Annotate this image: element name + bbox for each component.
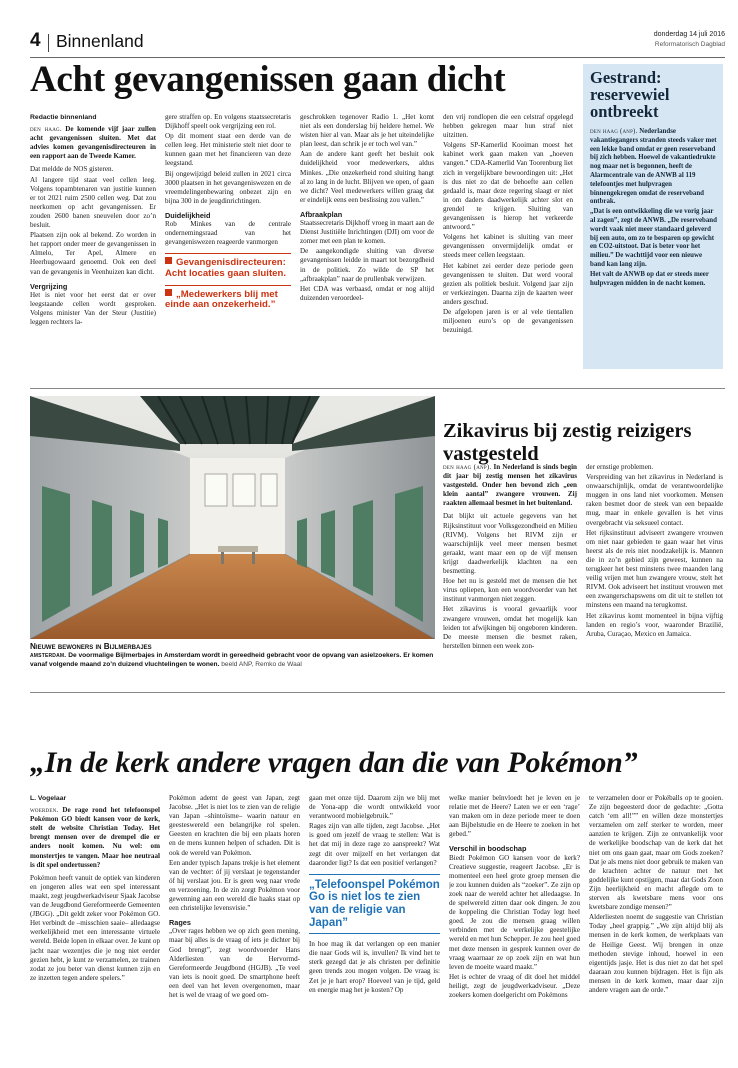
article2-paragraph: der ernstige problemen. — [586, 463, 654, 471]
article1-paragraph: Het kabinet zei eerder deze periode geen gevangenissen te sluiten. Dat werd vooral gezien als politiek besluit. Volgend jaar zijn er verkiezingen. Daarna zijn de kaarten weer anders geschud. — [443, 261, 573, 306]
article1-paragraph: De afgelopen jaren is er al vele tientallen miljoenen euro’s op de gevangenissen bezuinigd. — [443, 307, 573, 335]
article1-pullquote-2: „Medewerkers blij met einde aan onzekerheid.” — [165, 285, 291, 311]
sidebox-paragraph: Het valt de ANWB op dat er steeds meer hulpvragen midden in de nacht komen. — [590, 270, 709, 287]
sidebox-text — [590, 128, 718, 366]
article1-paragraph: Het is niet voor het eerst dat er over leegstaande cellen wordt gesproken. Volgens minister Van der Steur (Justitie) leggen rechters la- — [30, 290, 156, 326]
bullet-square-icon — [165, 289, 172, 296]
article2-paragraph: Het zikavirus is vooral gevaarlijk voor zwangere vrouwen, omdat het mogelijk kan leiden tot afwijkingen bij ongeboren kinderen. De meeste mensen die besmet raken, herstellen binnen een week zon- — [443, 605, 577, 650]
article2-column-1 — [443, 463, 577, 685]
article3-pullquote: „Telefoonspel Pokémon Go is niet los te zien van de religie van Japan” — [309, 874, 440, 934]
article3-subheading: Verschil in boodschap — [449, 844, 527, 854]
article1-dateline: den haag. — [30, 125, 62, 134]
prison-corridor-image — [30, 396, 435, 639]
article3-lead — [30, 806, 160, 870]
article3-column-4 — [449, 794, 580, 1062]
article1-paragraph: Volgens het kabinet is sluiting van meer gevangenissen onvermijdelijk omdat er steeds meer cellen leegstaan. — [443, 233, 573, 260]
article2-paragraph: Verspreiding van het zikavirus in Nederland is onwaarschijnlijk, omdat de verantwoordelijke muggen in ons land niet voorkomen. Mensen raken besmet door de steek van een bepaalde mug, maar in enkele gevallen is het virus overgebracht via seksueel contact. — [586, 473, 723, 527]
article1-column-4 — [443, 113, 573, 380]
article3-column-2 — [169, 794, 300, 1062]
article1-paragraph: Plaatsen zijn ook al bekend. Zo worden in het rapport onder meer de gevangenissen in Almelo, Ter Apel, Almere en Heerhugowaard genoemd. Ook een deel van de gevangenis in Veenhuizen kan dicht. — [30, 231, 156, 276]
article1-column-1 — [30, 113, 156, 380]
article2-paragraph: Het rijksinstituut adviseert zwangere vrouwen om niet naar gebieden te gaan waar het virus heerst als de reis niet noodzakelijk is. Mannen die in zo’n gebied zijn geweest, kunnen na terugkeer het best minstens twee maanden lang veilig vrijen met hun zwangere vrouw, stelt het RIVM. Ook adviseert het instituut vrouwen met een zwangerschapswens om dit uit te stellen tot minstens een maand na terugkomst. — [586, 528, 723, 610]
photo-caption-title: Nieuwe bewoners in Bijlmerbajes — [30, 642, 152, 651]
article3-column-5 — [589, 794, 723, 1062]
article2-dateline: den haag (anp). — [443, 463, 492, 471]
article3-paragraph: „Over rages hebben we op zich geen mening, maar bij alles is de vraag of iets je dichter bij God brengt”, zegt woordvoerder Hans Alderliesten van de Hervormd-Gereformeerde Jeugdbond (HGJB). „Te veel van iets is nooit goed. De smartphone heeft een deel van het leven overgenomen, maar het is wel de vraag of we goed om- — [169, 927, 300, 999]
section-title: Binnenland — [56, 31, 144, 51]
masthead-divider — [48, 34, 49, 52]
article1-byline: Redactie binnenland — [30, 114, 97, 121]
article2-paragraph: Hoe het nu is gesteld met de mensen die het virus opliepen, kon een woordvoerder van het instituut vanmorgen niet zeggen. — [443, 577, 577, 604]
masthead-rule — [30, 57, 725, 58]
article1-column-3 — [300, 113, 434, 380]
article3-paragraph: Een ander typisch Japans trekje is het element van de vechter: óf jij verslaat je tegenstander óf hij verslaat jou. Er is geen weg naar vrede en verzoening. In de zin zorgt Pokémon voor gewenning aan een wereld die haaks staat op een christelijke levensvisie.” — [169, 858, 300, 913]
article1-subheading: Vergrijzing — [30, 281, 68, 291]
article1-paragraph: den vrij rondlopen die een celstraf opgelegd hebben gekregen maar hun straf niet uitzitten. — [443, 113, 573, 140]
article1-title: Acht gevangenissen gaan dicht — [30, 59, 506, 100]
article1-paragraph: Rob Minkes van de centrale ondernemingsraad van het gevangeniswezen reageerde vanmorgen — [165, 220, 291, 247]
sidebox-dateline: den haag (anp). — [590, 128, 638, 135]
article2-column-2 — [586, 463, 723, 685]
issue-date: donderdag 14 juli 2016 — [653, 31, 725, 38]
article2-lead — [443, 463, 577, 508]
article1-paragraph: Staatssecretaris Dijkhoff vroeg in maart aan de Dienst Justitiële Inrichtingen (DJI) om voor de zomer met een plan te komen. — [300, 219, 434, 246]
sidebox-paragraph: „Dat is een ontwikkeling die we vorig jaar al zagen”, zegt de ANWB. „De reserveband wordt vaak niet meer standaard geleverd bij een auto, om zo te besparen op gewicht en CO2-uitstoot. Dat is beter voor het milieu.” De wachttijd voor een nieuwe band kan lang zijn. — [590, 208, 717, 268]
sidebox-paragraph: Nederlandse vakantiegangers stranden steeds vaker met een lekke band omdat er geen reserveband bij zich hebben. Hoewel de vakantiedrukte nog maar net is begonnen, heeft de Alarmcentrale van de ANWB al 119 telefoontjes met hulpvragen binnengekregen omdat de reserveband ontbrak. — [590, 128, 717, 206]
article1-subheading: Duidelijkheid — [165, 210, 211, 220]
bullet-square-icon — [165, 257, 172, 264]
article1-lead-text: De komende vijf jaar zullen acht gevangenissen sluiten. Met dat advies komen gevangenisdirecteuren in een rapport aan de Tweede Kamer. — [30, 125, 156, 161]
article1-subheading: Afbraakplan — [300, 209, 343, 219]
article1-paragraph: geschrokken tegenover Radio 1. „Het komt niet als een donderslag bij heldere hemel. We wisten hier al van. Maar als je het uiteindelijke plan leest, dan schrik je er toch wel van.” — [300, 113, 434, 149]
article3-lead-text: De rage rond het telefoonspel Pokémon GO biedt kansen voor de kerk, stelt de website Christian Today. Het brengt mensen over de drempel die er anders nooit komen. Nu wel: om monstertjes te vangen. Maar hoe neutraal is dit spel ondertussen? — [30, 806, 160, 869]
article1-column-2 — [165, 113, 291, 380]
article1-lead — [30, 125, 156, 161]
article2-paragraph: Het zikavirus komt momenteel in bijna vijftig landen en regio’s voor, waaronder Brazilië, Aruba, Curaçao, Mexico en Jamaica. — [586, 611, 723, 638]
article3-paragraph: Rages zijn van alle tijden, zegt Jacobse. „Het is goed om jezelf de vraag te stellen: Wat is het dat mij in deze rage zo aanspreekt? Wat zegt dit over mijzelf en het verlangen dat daaronder ligt? Is dat een positief verlangen? — [309, 822, 440, 867]
article1-paragraph: Op dit moment staat een derde van de cellen leeg. Het ministerie stelt niet door te kunnen gaan met het financieren van deze leegstand. — [165, 132, 291, 168]
photo-caption-dateline: amsterdam. — [30, 652, 67, 659]
article1-paragraph: Bij ongewijzigd beleid zullen in 2021 circa 3000 plaatsen in het gevangeniswezen en de vreemdelingenbewaring onbezet zijn en bijna 300 in de jeugdinrichtingen. — [165, 169, 291, 205]
article1-pullquote-1: Gevangenisdirecteuren: Acht locaties gaan sluiten. — [165, 253, 291, 279]
article3-paragraph: In hoe mag ik dat verlangen op een manier die naar Gods wil is, invullen? Ik vind het te sterk gezegd dat je als christen per definitie geen trends zou mogen volgen. De vraag is: Zet je je hart erop? Hoeveel van je tijd, geld en energie mag het je kosten? Op — [309, 940, 440, 994]
article3-paragraph: gaan met onze tijd. Daarom zijn we blij met de Yona-app die wordt ontwikkeld voor verantwoord mobielgebruik.” — [309, 794, 440, 821]
article3-paragraph: te verzamelen door er Pokéballs op te gooien. Ze zijn begeesterd door de gedachte: „Gotta catch ‘em all!”” en willen deze monstertjes verzamelen om zelf sterker te worden, meer aanzien te krijgen. Zijn ze ontvankelijk voor de werkelijke boodschap van de kerk dat het niet om ons gaan gaat, maar om Gods zoeken? Dat je als mens niet door gebruik te maken van de krachten achter de natuur met het goddelijke kunt opstijgen, maar dat Gods Zoon Zijn heerlijkheid en macht aflegde om te sterven als kwetsbare mens voor ons kwetsbare zondige mensen?” — [589, 794, 723, 912]
photo-caption-body — [30, 652, 435, 669]
photo-credit: beeld ANP, Remko de Waal — [221, 660, 302, 668]
article1-paragraph: De aangekondigde sluiting van diverse gevangenissen leidde in maart tot bezorgdheid in de politiek. Zo wilde de SP het „afbraakplan” naar de prullenbak verwijzen. — [300, 247, 434, 283]
article3-paragraph: Alderliesten noemt de suggestie van Christian Today „heel grappig.” „We zijn altijd blij als mensen in de kerk komen, de werkplaats van de Heilige Geest. Wij brengen in onze methoden stevige inhoud, hoewel in een eigentijds jasje. Het is dus niet zo dat het spel daaraan zou kunnen bijdragen. Het is fijn als mensen in de kerk komen, maar daar zijn andere vragen aan de orde.” — [589, 913, 723, 994]
sidebox — [583, 64, 723, 369]
masthead — [30, 30, 725, 58]
article3-paragraph: Biedt Pokémon GO kansen voor de kerk? Creatieve suggestie, reageert Jacobse. „Er is momenteel een heel grote groep mensen die je zou kunnen duiden als “zoeker”. Ze zijn op zoek naar de wereld achter het alledaagse. In de spelwereld zitten daar ook dingen. Je zou de koppeling die Christian Today legt heel goed. Je zou die mensen graag willen verbinden met de werkelijke geestelijke wereld en met hun Schepper. Je zou heel goed met deze mensen in gesprek kunnen over de vraag waarnaar ze op zoek zijn en wat hun leven de moeite waard maakt.” — [449, 853, 580, 971]
section-rule — [30, 692, 725, 693]
article3-paragraph: welke manier beïnvloedt het je leven en je relatie met de Heere? Laten we er een ‘rage’ van maken om in deze periode meer te doen aan Bijbelstudie en de Heere te zoeken in het gebed.” — [449, 794, 580, 839]
article1-paragraph: Dat meldde de NOS gisteren. — [30, 165, 114, 174]
article1-paragraph: Al langere tijd staat veel cellen leeg. Volgens topambtenaren van justitie kunnen er tot 2021 ruim 2500 cellen weg. Dat zou neerkomen op acht gevangenissen. Er zouden 2600 banen sneuvelen door zo’n besluit. — [30, 175, 156, 230]
photo-caption — [30, 642, 435, 669]
article3-dateline: woerden. — [30, 806, 59, 815]
article1-paragraph: Volgens SP-Kamerlid Kooiman moest het kabinet werk gaan maken van „hoeven vangen.” CDA-Kamerlid Van Toorenburg liet zich in vergelijkbare bewoordingen uit: „Het is dus niet zo dat de behoefte aan cellen gedaald is, maar deze regering slaagt er niet in om daders daadwerkelijk achter slot en grendel te krijgen. Sluiting van gevangenissen is hierop het verkeerde antwoord.” — [443, 141, 573, 232]
article1-paragraph: gere straffen op. En volgens staatssecretaris Dijkhoff speelt ook vergrijzing een rol. — [165, 113, 291, 131]
article3-paragraph: Pokémon ademt de geest van Japan, zegt Jacobse. „Het is niet los te zien van de religie van Japan –shintoïsme– waarin natuur en geesteswereld een belangrijke rol spelen. Geesten en krachten die bij een plaats horen en de mens kunnen helpen of schaden. Dit is ook de wereld van Pokémon. — [169, 794, 300, 857]
article3-paragraph: Het is echter de vraag of dit doel het middel heiligt, zegt de jeugdwerkadviseur. „Deze zoekers komen doelgericht om Pokémons — [449, 972, 580, 999]
article2-title: Zikavirus bij zestig reizigers vastgesteld — [443, 420, 692, 465]
article2-paragraph: Dat blijkt uit actuele gegevens van het Rijksinstituut voor Volksgezondheid en Milieu (RIVM). Volgens het RIVM zijn er waarschijnlijk veel meer mensen besmet geraakt, want maar een op de vijf mensen krijgt daadwerkelijk klachten na een besmetting. — [443, 512, 577, 576]
prison-photo — [30, 396, 435, 639]
article3-byline: L. Vogelaar — [30, 795, 67, 802]
article3-column-3 — [309, 794, 440, 1062]
paper-name: Reformatorisch Dagblad — [654, 41, 725, 48]
article3-paragraph: Pokémon heeft vanuit de optiek van kinderen en jongeren alles wat een spel interessant maakt, zegt jeugdwerkadviseur Sjaak Jacobse van de Jeugdbond Gereformeerde Gemeenten (JBGG). „Dit geldt zeker voor Pokémon GO. Het verbindt de –misschien saaie– alledaagse werkelijkheid met een interessante virtuele wereld. Beide lopen in elkaar over. Je kunt op jacht naar wezentjes die je nog niet eerder gezien hebt, je kunt ze verzamelen, ze trainen zodat ze jou beter van dienst kunnen zijn en ze inzetten tegen andere spelers.” — [30, 873, 160, 982]
article1-paragraph: Aan de andere kant geeft het besluit ook duidelijkheid voor medewerkers, aldus Minkes. „Die onzekerheid rond sluiting hangt al zo lang in de lucht. Blijven we open, of gaan we dicht? Veel medewerkers willen graag dat er eindelijk eens een beslissing zou vallen.” — [300, 150, 434, 204]
sidebox-title: Gestrand: reservewiel ontbreekt — [590, 68, 670, 121]
article3-subheading: Rages — [169, 918, 191, 928]
section-rule — [30, 388, 725, 389]
article2-lead-text: In Nederland is sinds begin dit jaar bij zestig mensen het zikavirus vastgesteld. Onder hen bevond zich „een klein aantal” zwangere vrouwen. Zij raakten allemaal besmet in het buitenland. — [443, 463, 577, 508]
article3-column-1 — [30, 794, 160, 1062]
article3-title: „In de kerk andere vragen dan die van Pokémon” — [30, 746, 638, 779]
article1-paragraph: Het CDA was verbaasd, omdat er nog altijd duizenden veroordeel- — [300, 284, 434, 302]
page-number: 4 — [30, 30, 41, 51]
photo-caption-text: De voormalige Bijlmerbajes in Amsterdam wordt in gereedheid gebracht voor de opvang van asielzoekers. Er komen vanaf volgende maand zo’n duizend vluchtelingen te wonen. — [30, 652, 434, 668]
